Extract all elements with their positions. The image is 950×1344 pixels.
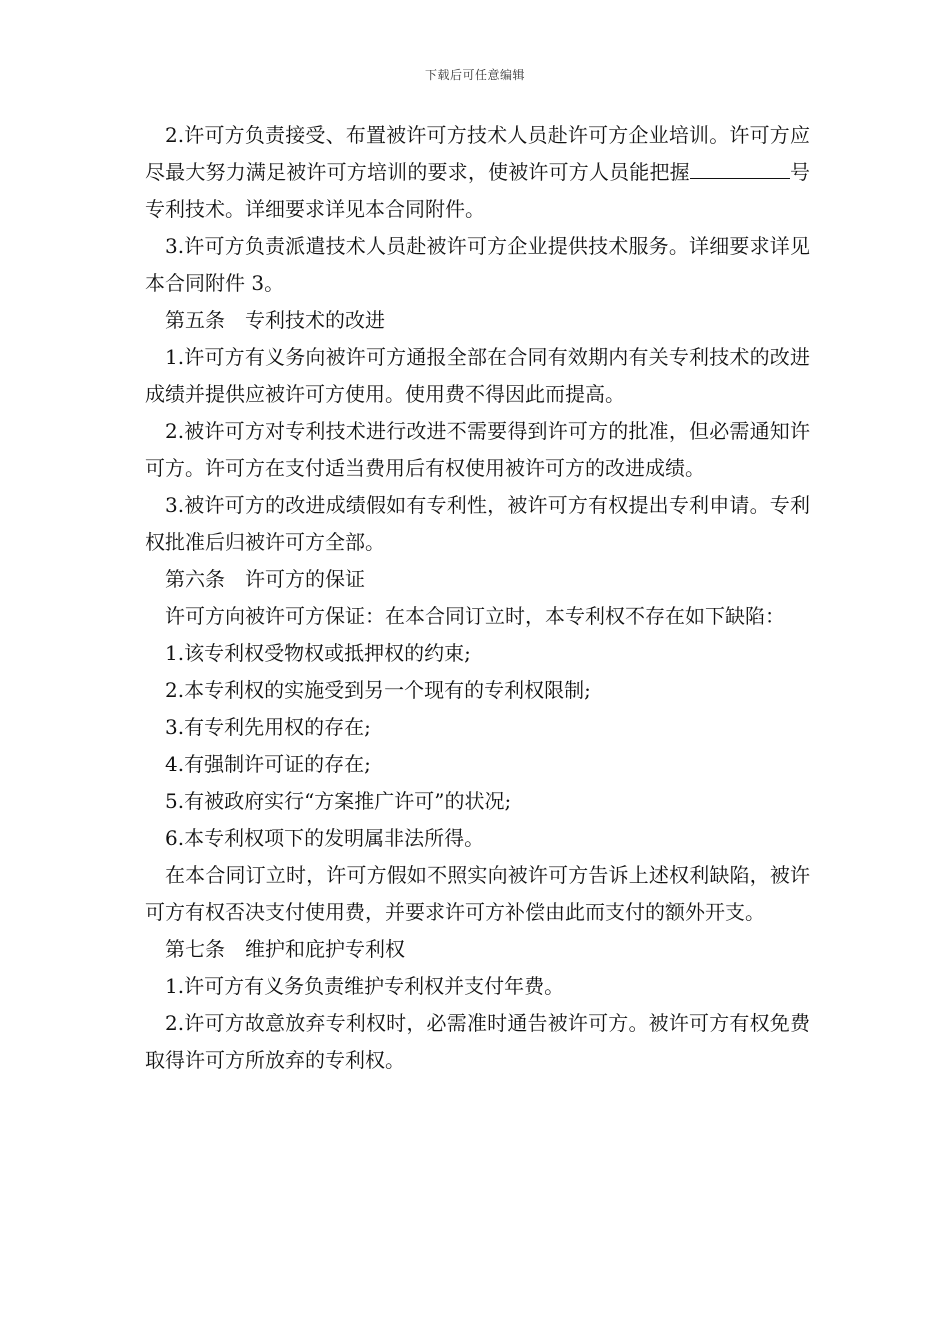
paragraph-guarantee-consequence: 在本合同订立时，许可方假如不照实向被许可方告诉上述权利缺陷，被许可方有权否决支付使用费，并要求许可方补偿由此而支付的额外开支。	[145, 863, 810, 924]
blank-fill-line	[690, 160, 790, 179]
list-item-defect-2: 2.本专利权的实施受到另一个现有的专利权限制;	[165, 678, 591, 702]
paragraph-training	[145, 117, 810, 228]
paragraph-maintenance-1: 1.许可方有义务负责维护专利权并支付年费。	[165, 974, 565, 998]
paragraph-improvement-1: 1.许可方有义务向被许可方通报全部在合同有效期内有关专利技术的改进成绩并提供应被许可方使用。使用费不得因此而提高。	[145, 345, 810, 406]
paragraph-guarantee-intro: 许可方向被许可方保证：在本合同订立时，本专利权不存在如下缺陷：	[165, 604, 785, 628]
list-item-defect-4: 4.有强制许可证的存在;	[165, 752, 371, 776]
page-header: 下载后可任意编辑	[424, 68, 525, 82]
paragraph-training-text-b: 号专利技术。详细要求详见本合同附件。	[145, 160, 811, 221]
paragraph-technical-service: 3.许可方负责派遣技术人员赴被许可方企业提供技术服务。详细要求详见本合同附件 3。	[145, 234, 810, 295]
list-item-defect-6: 6.本专利权项下的发明属非法所得。	[165, 826, 485, 850]
paragraph-maintenance-2: 2.许可方故意放弃专利权时，必需准时通告被许可方。被许可方有权免费取得许可方所放弃的专利权。	[145, 1011, 810, 1072]
article-6-heading: 第六条 许可方的保证	[165, 567, 365, 591]
list-item-defect-1: 1.该专利权受物权或抵押权的约束;	[165, 641, 471, 665]
list-item-defect-3: 3.有专利先用权的存在;	[165, 715, 371, 739]
paragraph-improvement-3: 3.被许可方的改进成绩假如有专利性，被许可方有权提出专利申请。专利权批准后归被许可方全部。	[145, 493, 810, 554]
list-item-defect-5: 5.有被政府实行“方案推广许可”的状况;	[165, 789, 512, 813]
article-5-heading: 第五条 专利技术的改进	[165, 308, 385, 332]
paragraph-improvement-2: 2.被许可方对专利技术进行改进不需要得到许可方的批准，但必需通知许可方。许可方在支付适当费用后有权使用被许可方的改进成绩。	[145, 419, 810, 480]
article-7-heading: 第七条 维护和庇护专利权	[165, 937, 405, 961]
document-body	[145, 117, 810, 1079]
paragraph-training-text-a: 2.许可方负责接受、布置被许可方技术人员赴许可方企业培训。许可方应尽最大努力满足被许可方培训的要求，使被许可方人员能把握	[145, 123, 810, 184]
